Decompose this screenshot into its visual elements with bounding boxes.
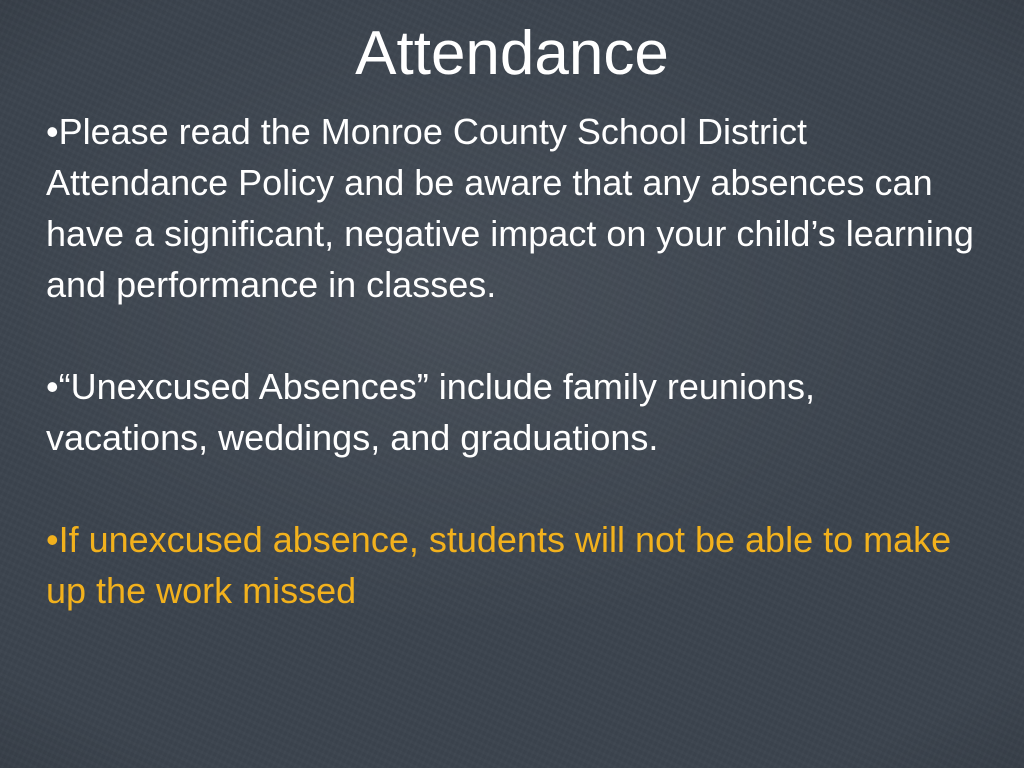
bullet-makeup-work-warning: •If unexcused absence, students will not be able to make up the work missed	[46, 519, 952, 611]
slide-title: Attendance	[355, 19, 669, 88]
bullet-attendance-policy: •Please read the Monroe County School District Attendance Policy and be aware that any absences can have a significant, negative impact on your child’s learning and performance in classes.	[46, 111, 974, 305]
bullet-unexcused-absences: •“Unexcused Absences” include family reunions, vacations, weddings, and graduations.	[46, 366, 815, 458]
bullet-list	[46, 106, 986, 616]
